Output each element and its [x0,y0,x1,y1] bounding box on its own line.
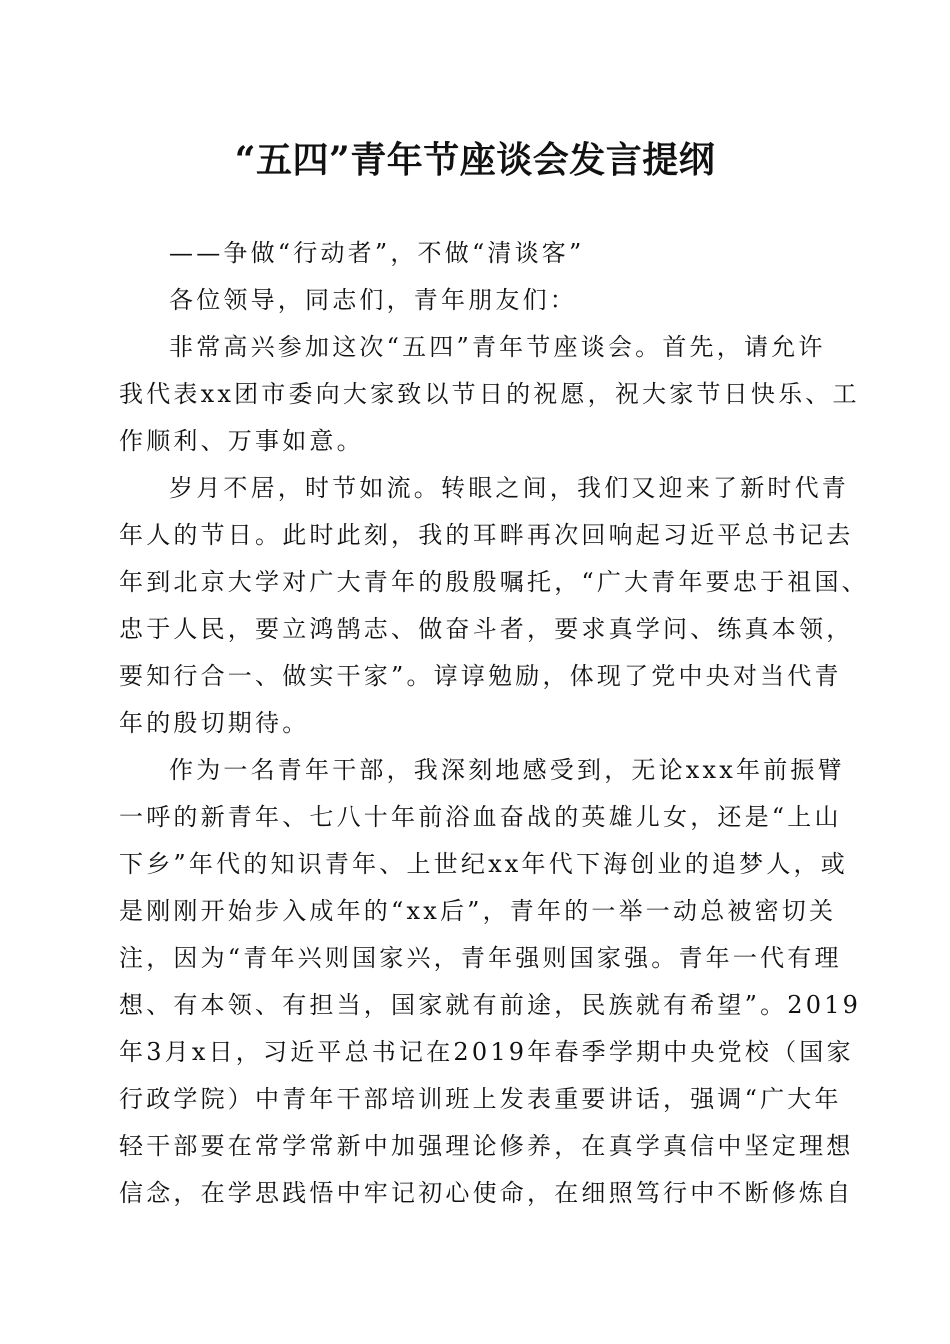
paragraph-line: 一呼的新青年、七八十年前浴血奋战的英雄儿女，还是“上山 [119,803,842,831]
paragraph-line: 要知行合一、做实干家”。谆谆勉励，体现了党中央对当代青 [119,662,842,690]
salutation-line: 各位领导，同志们，青年朋友们： [169,286,577,314]
paragraph-line: 非常高兴参加这次“五四”青年节座谈会。首先，请允许 [169,333,826,361]
paragraph-line: 年的殷切期待。 [119,709,310,737]
paragraph-line: 年3月x日，习近平总书记在2019年春季学期中央党校（国家 [119,1038,854,1066]
paragraph-line: 年到北京大学对广大青年的殷殷嘱托，“广大青年要忠于祖国、 [119,568,869,596]
paragraph-line: 轻干部要在常学常新中加强理论修养，在真学真信中坚定理想 [119,1132,854,1160]
paragraph-line: 想、有本领、有担当，国家就有前途，民族就有希望”。2019 [119,991,862,1019]
paragraph-line: 我代表xx团市委向大家致以节日的祝愿，祝大家节日快乐、工 [119,380,860,408]
paragraph-line: 信念，在学思践悟中牢记初心使命，在细照笃行中不断修炼自 [119,1179,854,1207]
document-body [119,230,869,1217]
paragraph-line: 年人的节日。此时此刻，我的耳畔再次回响起习近平总书记去 [119,521,854,549]
subtitle-line: ——争做“行动者”，不做“清谈客” [169,239,585,267]
paragraph-line: 作为一名青年干部，我深刻地感受到，无论xxx年前振臂 [169,756,845,784]
paragraph-line: 忠于人民，要立鸿鹄志、做奋斗者，要求真学问、练真本领， [119,615,854,643]
paragraph-line: 行政学院）中青年干部培训班上发表重要讲话，强调“广大年 [119,1085,842,1113]
paragraph-line: 是刚刚开始步入成年的“xx后”，青年的一举一动总被密切关 [119,897,837,925]
paragraph-line: 岁月不居，时节如流。转眼之间，我们又迎来了新时代青 [169,474,849,502]
document-title: “五四”青年节座谈会发言提纲 [234,139,716,181]
paragraph-line: 下乡”年代的知识青年、上世纪xx年代下海创业的追梦人，或 [119,850,848,878]
paragraph-line: 注，因为“青年兴则国家兴，青年强则国家强。青年一代有理 [119,944,842,972]
paragraph-line: 作顺利、万事如意。 [119,427,364,455]
